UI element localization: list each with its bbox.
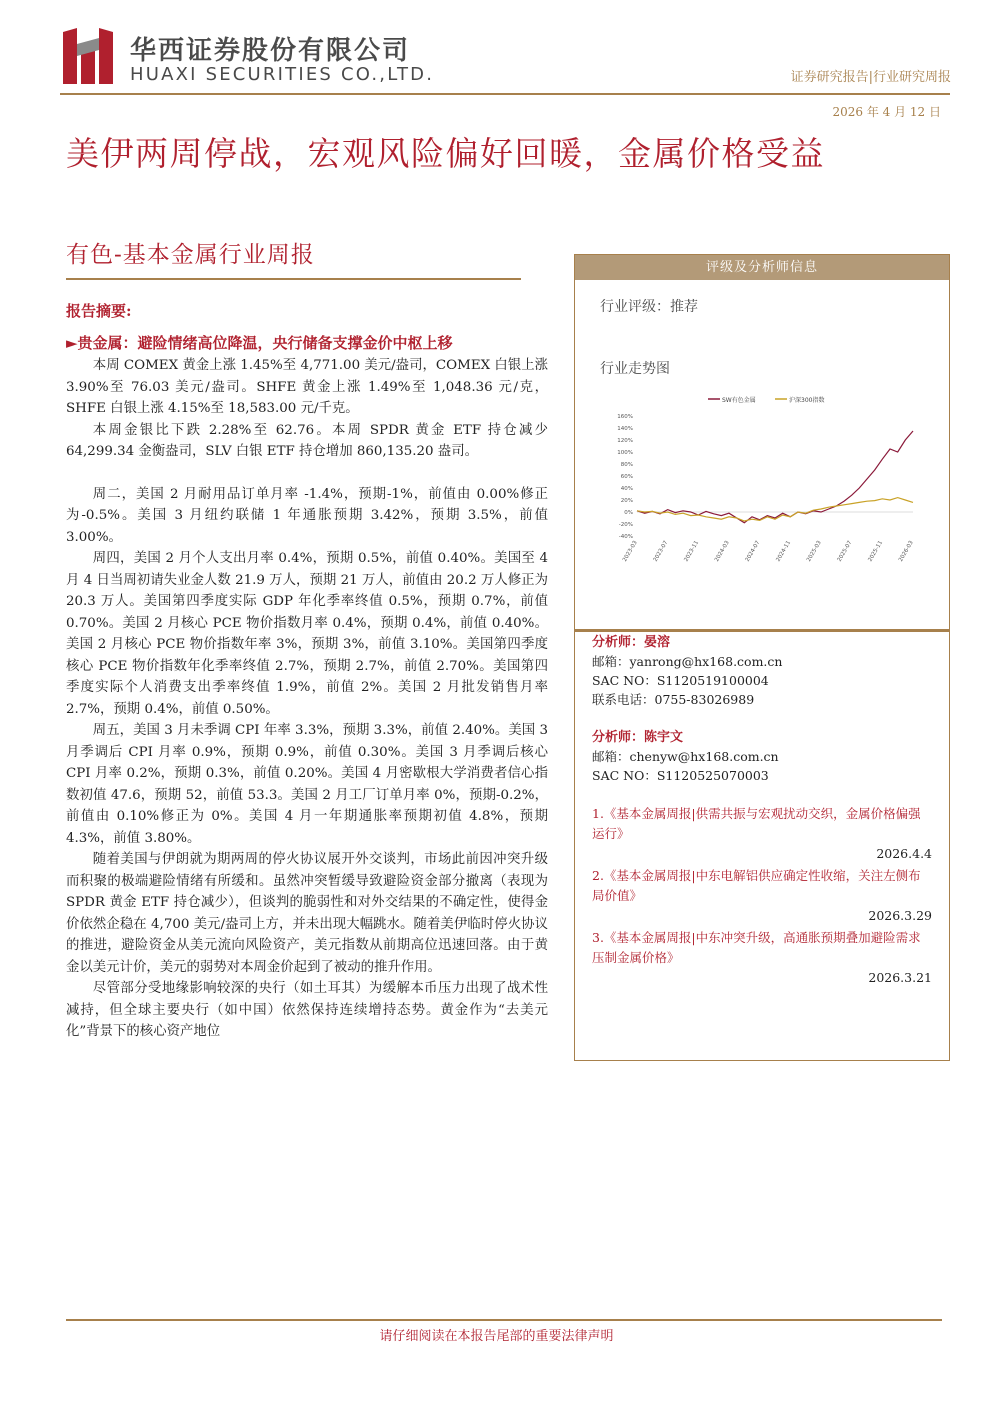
sidebar-box-title: 评级及分析师信息 (575, 255, 949, 280)
trend-chart-label: 行业走势图 (600, 361, 670, 377)
y-tick-label: 20% (620, 498, 633, 504)
x-tick-label: 2024-07 (744, 540, 762, 563)
summary-subheading: ►贵金属：避险情绪高位降温，央行储备支撑金价中枢上移 (66, 334, 453, 352)
report-type: 证券研究报告|行业研究周报 (790, 70, 951, 85)
y-tick-label: 100% (617, 450, 633, 456)
x-tick-label: 2023-11 (683, 540, 701, 563)
x-tick-label: 2024-03 (714, 540, 731, 563)
summary-heading: 报告摘要: (66, 302, 132, 320)
y-tick-label: 80% (620, 462, 633, 468)
y-tick-label: 160% (617, 414, 633, 420)
summary-paragraph: 周五，美国 3 月未季调 CPI 年率 3.3%，预期 3.3%，前值 2.40%。美国 3 月季调后 CPI 月率 0.9%，预期 0.9%，前值 0.30%。美国 3 月季调后核心 CPI 月率 0.2%，预期 0.3%，前值 0.20%。美国 4 月密歇根大学消费者信心指数初值 47.6，预期 52，前值 53.3。美国 2 月工厂订单月率 0%，预期-0.2%，前值由 0.10%修正为 0%。美国 4 月一年期通胀率预期初值 4.8%，预期 4.3%，前值 3.80%。 (66, 723, 548, 846)
y-tick-label: 140% (617, 426, 633, 432)
report-date: 2026 年 4 月 12 日 (832, 105, 941, 119)
analyst-name: 分析师：晏溶 (592, 635, 671, 650)
x-axis (622, 540, 915, 563)
y-tick-label: -20% (618, 522, 633, 528)
related-report-date: 2026.3.29 (868, 908, 932, 923)
related-report-date: 2026.3.21 (868, 970, 932, 985)
summary-paragraph: 周二，美国 2 月耐用品订单月率 -1.4%，预期-1%，前值由 0.00%修正为-0.5%。美国 3 月纽约联储 1 年通胀预期 3.42%，预期 3.5%，前值 3.00%。 (66, 486, 548, 545)
summary-paragraph: 本周 COMEX 黄金上涨 1.45%至 4,771.00 美元/盎司，COMEX 白银上涨 3.90%至 76.03 美元/盎司。SHFE 黄金上涨 1.49%至 1,048.36 元/克，SHFE 白银上涨 4.15%至 18,583.00 元/千克。 (66, 358, 548, 416)
industry-rating: 行业评级：推荐 (600, 299, 698, 315)
company-name-cn: 华西证券股份有限公司 (130, 36, 411, 66)
x-tick-label: 2024-11 (775, 540, 793, 563)
related-reports (592, 804, 932, 990)
report-title: 美伊两周停战，宏观风险偏好回暖，金属价格受益 (66, 134, 825, 173)
subtitle-divider (66, 278, 521, 280)
summary-paragraph: 随着美国与伊朗就为期两周的停火协议展开外交谈判，市场此前因冲突升级而积聚的极端避险情绪有所缓和。虽然冲突暂缓导致避险资金部分撤离（表现为 SPDR 黄金 ETF 持仓减少），但谈判的脆弱性和对外交结果的不确定性，使得金价依然企稳在 4,700 美元/盎司上方，并未出现大幅跳水。随着美伊临时停火协议的推进，避险资金从美元流向风险资产，美元指数从前期高位迅速回落。由于黄金以美元计价，美元的弱势对本周金价起到了被动的推升作用。 (66, 852, 548, 975)
y-tick-label: 60% (620, 474, 633, 480)
related-report-link[interactable]: 3.《基本金属周报|中东冲突升级，高通胀预期叠加避险需求压制金属价格》 (592, 930, 921, 965)
analyst-phone: 联系电话：0755-83026989 (592, 692, 755, 707)
trend-chart (595, 380, 925, 580)
y-tick-label: 40% (620, 486, 633, 492)
x-tick-label: 2026-03 (898, 540, 915, 563)
analyst-name: 分析师：陈宇文 (592, 730, 684, 745)
x-tick-label: 2025-07 (836, 540, 854, 563)
summary-paragraph: 尽管部分受地缘影响较深的央行（如土耳其）为缓解本币压力出现了战术性减持，但全球主要央行（如中国）依然保持连续增持态势。黄金作为“去美元化”背景下的核心资产地位 (66, 981, 548, 1039)
related-report-link[interactable]: 1.《基本金属周报|供需共振与宏观扰动交织，金属价格偏强运行》 (592, 806, 921, 841)
summary-paragraph: 周四，美国 2 月个人支出月率 0.4%，预期 0.5%，前值 0.40%。美国至 4 月 4 日当周初请失业金人数 21.9 万人，预期 21 万人，前值由 20.2 万人修正为 20.3 万人。美国第四季度实际 GDP 年化季率终值 0.5%，预期 0.7%，前值 0.70%。美国 2 月核心 PCE 物价指数月率 0.4%，预期 0.4%，前值 0.40%。美国 2 月核心 PCE 物价指数年率 3%，预期 3%，前值 3.10%。美国第四季度核心 PCE 物价指数年化季率终值 2.7%，预期 2.7%，前值 2.70%。美国第四季度实际个人消费支出季率终值 1.9%，前值 2%。美国 2 月批发销售月率 2.7%，预期 0.4%，前值 0.50%。 (66, 551, 548, 717)
y-tick-label: 120% (617, 438, 633, 444)
x-tick-label: 2023-03 (622, 540, 639, 563)
related-report-link[interactable]: 2.《基本金属周报|中东电解铝供应确定性收缩，关注左侧布局价值》 (592, 868, 921, 903)
analyst-sac: SAC NO：S1120519100004 (592, 673, 769, 688)
analyst-email: 邮箱：yanrong@hx168.com.cn (592, 654, 783, 669)
analyst-email: 邮箱：chenyw@hx168.com.cn (592, 749, 779, 764)
footer-divider (66, 1319, 942, 1321)
legend-label-sw: SW有色金属 (722, 397, 756, 404)
legend-label-hs300: 沪深300指数 (789, 397, 825, 404)
sidebar-divider (575, 630, 949, 632)
y-tick-label: 0% (624, 510, 633, 516)
series-line-sw (637, 431, 913, 523)
x-tick-label: 2023-07 (652, 540, 670, 563)
y-tick-label: -40% (618, 534, 633, 540)
report-subtitle: 有色-基本金属行业周报 (66, 242, 315, 268)
company-name-en: HUAXI SECURITIES CO.,LTD. (130, 64, 435, 85)
analyst-info (592, 728, 779, 785)
related-report-date: 2026.4.4 (876, 846, 932, 861)
legal-notice: 请仔细阅读在本报告尾部的重要法律声明 (379, 1329, 614, 1344)
x-tick-label: 2025-03 (806, 540, 823, 563)
company-logo (63, 28, 113, 84)
chart-legend (708, 396, 824, 404)
summary-section (66, 300, 548, 1043)
analyst-info (592, 633, 782, 709)
chart-lines (637, 431, 913, 523)
header-divider (60, 93, 950, 95)
summary-paragraph: 本周金银比下跌 2.28%至 62.76。本周 SPDR 黄金 ETF 持仓减少 64,299.34 金衡盎司，SLV 白银 ETF 持仓增加 860,135.20 盎司。 (66, 422, 548, 459)
analyst-sac: SAC NO：S1120525070003 (592, 768, 769, 783)
x-tick-label: 2025-11 (867, 540, 885, 563)
